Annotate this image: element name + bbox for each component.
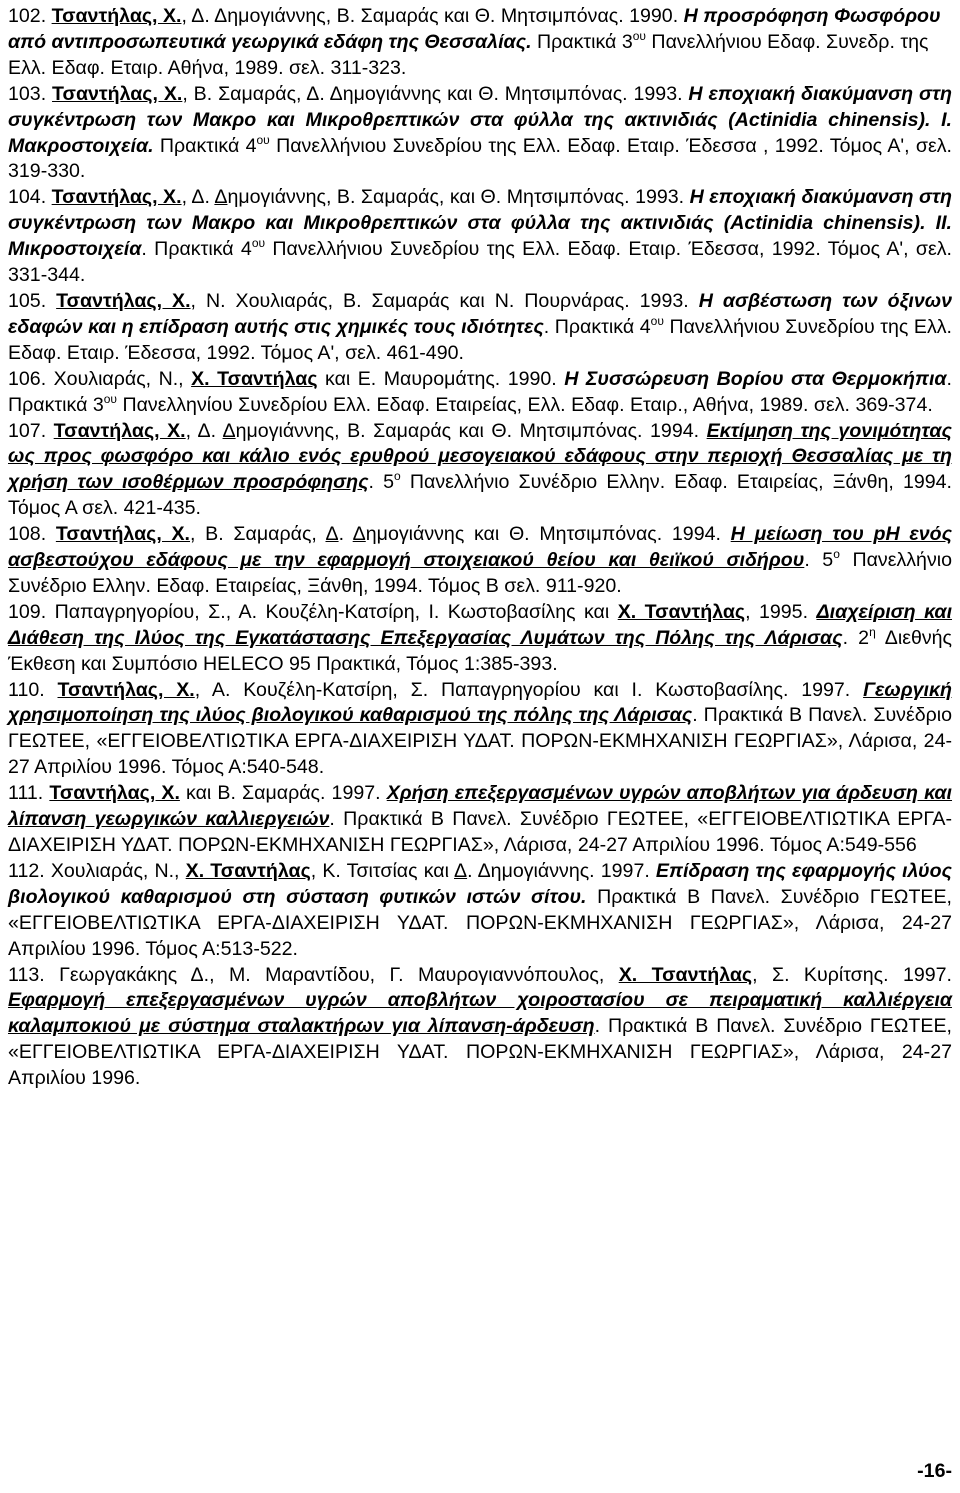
reference-author-highlight: Χ. Τσαντήλας [185, 859, 311, 882]
reference-text: , Δ. [185, 419, 223, 442]
reference-text: . 5 [368, 471, 395, 494]
reference-text: Πρακτικά 3 [531, 30, 633, 53]
reference-author-highlight: Τσαντήλας, Χ. [51, 186, 182, 209]
reference-text: . Πρακτικά Β Πανελ. Συνέδριο ΓΕΩΤΕΕ, «ΕΓΓΕΙΟΒΕΛΤΙΩΤΙΚΑ ΕΡΓΑ-ΔΙΑΧΕΙΡΙΣΗ ΥΔΑΤ. ΠΟΡΩΝ-ΕΚΜΗΧΑΝΙΣΗ ΓΕΩΡΓΙΑΣ», Λάρισα, 24-27 Απριλίου 1996. [8, 1015, 952, 1090]
reference-title: Εκτίμηση της γονιμότητας ως προς φωσφόρο και κάλιο ενός ερυθρού μεσογειακού εδάφους στην περιοχή Θεσσαλίας με τη χρήση των ισοθέρμων προσρόφησης [8, 419, 952, 494]
reference-text: Πανελλήνιου Εδαφ. Συνεδρ. της Ελλ. Εδαφ. Εταιρ. Αθήνα, 1989. σελ. 311-323. [8, 30, 929, 79]
reference-author-highlight: Τσαντήλας, Χ. [57, 678, 195, 701]
reference-author-highlight: Τσαντήλας, Χ. [55, 523, 191, 546]
reference-text: και Β. Σαμαράς. 1997. [179, 782, 387, 805]
reference-text: ημογιάννης, Β. Σαμαράς και Θ. Μητσιμπόνας. 1994. [235, 419, 707, 442]
reference-text: 103. [8, 82, 53, 105]
reference-author-highlight: Τσαντήλας, Χ. [49, 782, 180, 805]
reference-text: , Δ. [181, 186, 215, 209]
reference-text: Διεθνής Έκθεση και Συμπόσιο HELECO 95 Πρακτικά, Τόμος 1:385-393. [8, 626, 952, 675]
reference-text: Πανελλήνιου Συνεδρίου της Ελλ. Εδαφ. Εταιρ. Έδεσσα, 1992. Τόμος Α', σελ. 331-344. [8, 238, 952, 287]
reference-text: 111. [8, 782, 50, 805]
reference-author-highlight: Τσαντήλας, Χ. [51, 5, 182, 27]
reference-entry [8, 185, 952, 289]
underlined-initial: Δ [214, 186, 228, 209]
reference-author-highlight: Τσαντήλας, Χ. [52, 82, 183, 105]
underlined-initial: Δ [352, 523, 366, 546]
reference-text: 112. Χουλιαράς, Ν., [8, 859, 186, 882]
reference-text: Πανελλήνιο Συνέδριο Ελλην. Εδαφ. Εταιρείας, Ξάνθη, 1994. Τόμος Β σελ. 911-920. [8, 549, 952, 597]
reference-author-highlight: Χ. Τσαντήλας [617, 600, 746, 623]
reference-text: . Πρακτικά 4 [141, 238, 252, 261]
reference-text: . Δημογιάννης. 1997. [467, 859, 656, 882]
reference-title: Χρήση επεξεργασμένων υγρών αποβλήτων για άρδευση και λίπανση γεωργικών καλλιεργειών [8, 782, 953, 831]
reference-author-highlight: Τσαντήλας, Χ. [56, 289, 191, 312]
reference-entry [8, 419, 952, 523]
ordinal-superscript: ου [650, 313, 664, 328]
reference-text: . [338, 523, 353, 546]
reference-title: Η Συσσώρευση Βορίου στα Θερμοκήπια [564, 367, 947, 390]
ordinal-superscript: ο [833, 547, 840, 562]
reference-text: ημογιάννης και Θ. Μητσιμπόνας. 1994. [365, 523, 731, 546]
reference-text: 108. [8, 523, 56, 546]
reference-title: Η μείωση του pH ενός ασβεστούχου εδάφους με την εφαρμογή στοιχειακού θείου και θειϊκού σιδήρου [8, 523, 953, 572]
reference-text: 109. Παπαγρηγορίου, Σ., Α. Κουζέλη-Κατσίρη, Ι. Κωστοβασίλης και [8, 600, 618, 623]
reference-entry [8, 522, 952, 600]
reference-text: , 1995. [745, 600, 817, 623]
ordinal-superscript: ου [256, 132, 270, 147]
reference-title: Η προσρόφηση Φωσφόρου από αντιπροσωπευτικά γεωργικά εδάφη της Θεσσαλίας. [8, 5, 941, 53]
reference-entry [8, 600, 952, 678]
reference-text: , Β. Σαμαράς, [190, 523, 326, 546]
ordinal-superscript: η [869, 624, 876, 639]
reference-text: , Κ. Τσιτσίας και [310, 859, 454, 882]
reference-title: Διαχείριση και Διάθεση της Ιλύος της Εγκατάστασης Επεξεργασίας Λυμάτων της Πόλης της Λάρισας [8, 600, 953, 649]
reference-list [8, 4, 952, 1092]
reference-text: , Α. Κουζέλη-Κατσίρη, Σ. Παπαγρηγορίου και Ι. Κωστοβασίλης. 1997. [194, 678, 864, 701]
reference-author-highlight: Χ. Τσαντήλας [618, 963, 753, 986]
ordinal-superscript: ο [394, 469, 401, 484]
reference-text: 102. [8, 5, 52, 27]
reference-entry [8, 859, 952, 963]
reference-text: 113. Γεωργακάκης Δ., Μ. Μαραντίδου, Γ. Μαυρογιαννόπουλος, [8, 963, 619, 986]
reference-title: Η εποχιακή διακύμανση στη συγκέντρωση των Μακρο και Μικροθρεπτικών στα φύλλα της ακτινιδιάς (Actinidia chinensis). I. Μακροστοιχεία. [8, 82, 952, 157]
reference-text: Πανελλήνιου Συνεδρίου της Ελλ. Εδαφ. Εταιρ. Έδεσσα, 1992. Τόμος Α', σελ. 461-490. [8, 315, 952, 364]
reference-text: . Πρακτικά 4 [543, 315, 651, 338]
reference-text: 104. [8, 186, 52, 209]
reference-text: και Ε. Μαυρομάτης. 1990. [317, 367, 565, 390]
reference-title: Επίδραση της εφαρμογής ιλύος βιολογικού καθαρισμού στη σύσταση φυτικών ιστών σίτου. [8, 859, 952, 908]
underlined-initial: Δ [222, 419, 236, 442]
reference-text: Πανελλήνιο Συνέδριο Ελλην. Εδαφ. Εταιρείας, Ξάνθη, 1994. Τόμος Α σελ. 421-435. [8, 471, 952, 520]
reference-text: 107. [8, 419, 54, 442]
reference-entry [8, 82, 952, 186]
reference-entry [8, 367, 952, 419]
reference-text: , Ν. Χουλιαράς, Β. Σαμαράς και Ν. Πουρνάρας. 1993. [190, 289, 699, 312]
reference-text: 105. [8, 289, 57, 312]
reference-title: Εφαρμογή επεξεργασμένων υγρών αποβλήτων χοιροστασίου σε πειραματική καλλιέργεια καλαμποκιού με σύστημα σταλακτήρων για λίπανση-άρδευση [8, 989, 952, 1038]
reference-title: Η ασβέστωση των όξινων εδαφών και η επίδραση αυτής στις χημικές τους ιδιότητες [8, 289, 952, 338]
reference-text: . Πρακτικά Β Πανελ. Συνέδριο ΓΕΩΤΕΕ, «ΕΓΓΕΙΟΒΕΛΤΙΩΤΙΚΑ ΕΡΓΑ-ΔΙΑΧΕΙΡΙΣΗ ΥΔΑΤ. ΠΟΡΩΝ-ΕΚΜΗΧΑΝΙΣΗ ΓΕΩΡΓΙΑΣ», Λάρισα, 24-27 Απριλίου 1996. Τόμος Α:549-556 [8, 808, 952, 856]
underlined-initial: Δ [325, 523, 339, 546]
reference-text: . Πρακτικά 3 [8, 367, 952, 416]
reference-text: , Σ. Κυρίτσης. 1997. [752, 963, 953, 986]
page-number: -16- [917, 1460, 952, 1482]
reference-title: Γεωργική χρησιμοποίηση της ιλύος βιολογικού καθαρισμού της πόλης της Λάρισας [8, 678, 952, 727]
reference-author-highlight: Τσαντήλας, Χ. [53, 419, 186, 442]
ordinal-superscript: ου [632, 28, 646, 43]
reference-title: Η εποχιακή διακύμανση στη συγκέντρωση των Μακρο και Μικροθρεπτικών στα φύλλα της ακτινιδιάς (Actinidia chinensis). II. Μικροστοιχεία [8, 186, 952, 261]
reference-text: 110. [8, 678, 58, 701]
reference-text: Πανελληνίου Συνεδρίου Ελλ. Εδαφ. Εταιρείας, Ελλ. Εδαφ. Εταιρ., Αθήνα, 1989. σελ. 369-374. [117, 393, 933, 416]
reference-text: Πρακτικά 4 [153, 134, 257, 157]
reference-text: . Πρακτικά Β Πανελ. Συνέδριο ΓΕΩΤΕΕ, «ΕΓΓΕΙΟΒΕΛΤΙΩΤΙΚΑ ΕΡΓΑ-ΔΙΑΧΕΙΡΙΣΗ ΥΔΑΤ. ΠΟΡΩΝ-ΕΚΜΗΧΑΝΙΣΗ ΓΕΩΡΓΙΑΣ», Λάρισα, 24-27 Απριλίου 1996. Τόμος Α:540-548. [8, 704, 952, 779]
reference-entry [8, 678, 952, 782]
reference-entry [8, 4, 952, 82]
reference-text: 106. Χουλιαράς, Ν., [8, 367, 192, 390]
reference-text: Πρακτικά Β Πανελ. Συνέδριο ΓΕΩΤΕΕ, «ΕΓΓΕΙΟΒΕΛΤΙΩΤΙΚΑ ΕΡΓΑ-ΔΙΑΧΕΙΡΙΣΗ ΥΔΑΤ. ΠΟΡΩΝ-ΕΚΜΗΧΑΝΙΣΗ ΓΕΩΡΓΙΑΣ», Λάρισα, 24-27 Απριλίου 1996. Τόμος Α:513-522. [8, 885, 952, 960]
reference-text: ημογιάννης, Β. Σαμαράς, και Θ. Μητσιμπόνας. 1993. [227, 186, 690, 209]
reference-entry [8, 289, 952, 367]
reference-text: Πανελλήνιου Συνεδρίου της Ελλ. Εδαφ. Εταιρ. Έδεσσα , 1992. Τόμος Α', σελ. 319-330. [8, 134, 952, 183]
ordinal-superscript: ου [251, 236, 266, 251]
ordinal-superscript: ου [103, 391, 117, 406]
reference-author-highlight: Χ. Τσαντήλας [191, 367, 318, 390]
underlined-initial: Δ [454, 859, 468, 882]
reference-text: . 2 [842, 626, 870, 649]
reference-text: , Δ. Δημογιάννης, Β. Σαμαράς και Θ. Μητσιμπόνας. 1990. [181, 5, 684, 27]
reference-entry [8, 781, 952, 859]
reference-text: . 5 [804, 549, 834, 572]
reference-text: , Β. Σαμαράς, Δ. Δημογιάννης και Θ. Μητσιμπόνας. 1993. [182, 82, 689, 105]
reference-entry [8, 963, 952, 1093]
